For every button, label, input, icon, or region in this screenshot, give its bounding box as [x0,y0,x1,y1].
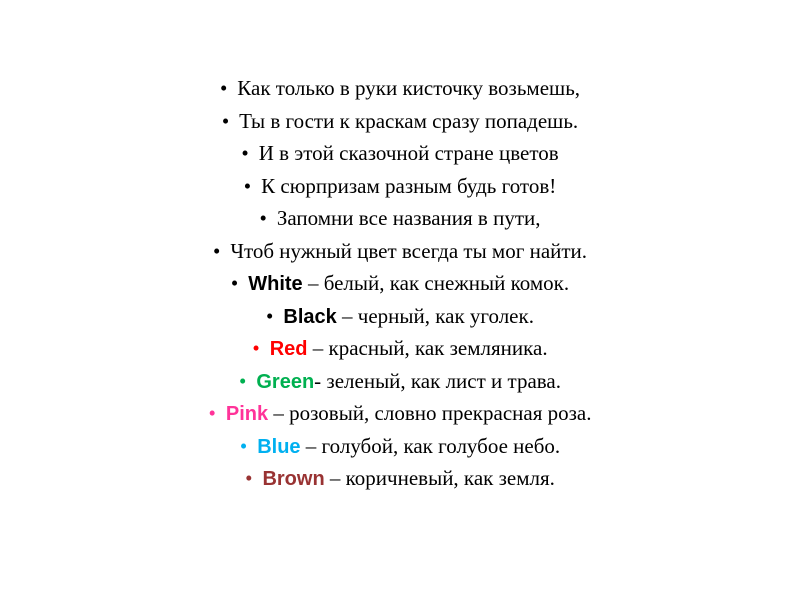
bullet: • [266,303,274,328]
color-word-blue: Blue [257,435,301,458]
color-description: – коричневый, как земля. [324,466,555,490]
color-line-black [0,300,800,333]
color-line-red [0,332,800,365]
color-word-brown: Brown [262,468,325,490]
color-description: – голубой, как голубое небо. [300,433,561,458]
bullet: • [239,368,247,393]
color-line-blue [0,430,800,463]
bullet: • [239,433,248,458]
poem-line [0,72,800,105]
bullet: • [243,173,252,198]
bullet: • [252,336,260,360]
poem-list [0,72,800,495]
line-text: И в этой сказочной стране цветов [258,141,559,165]
bullet: • [221,108,230,133]
line-text: К сюрпризам разным будь готов! [261,173,557,198]
bullet: • [212,238,221,263]
color-description: – красный, как земляника. [307,336,548,360]
line-text: Чтоб нужный цвет всегда ты мог найти. [230,238,588,263]
color-line-brown [0,462,800,495]
bullet: • [208,401,216,425]
bullet: • [241,141,249,165]
poem-line [0,235,800,268]
color-word-black: Black [283,305,337,328]
color-word-pink: Pink [225,403,269,425]
poem-line [0,137,800,170]
poem-line [0,202,800,235]
color-word-red: Red [269,338,308,360]
bullet: • [230,271,239,295]
color-line-white [0,267,800,300]
line-text: Запомни все названия в пути, [276,206,541,230]
color-description: - зеленый, как лист и трава. [314,368,561,393]
color-line-pink [0,397,800,430]
color-word-green: Green [256,370,315,393]
poem-line [0,170,800,203]
bullet: • [245,466,253,490]
bullet: • [259,206,267,230]
color-word-white: White [248,273,303,295]
poem-line [0,105,800,138]
color-line-green [0,365,800,398]
color-description: – черный, как уголек. [336,303,534,328]
line-text: Как только в руки кисточку возьмешь, [237,76,581,100]
color-description: – розовый, словно прекрасная роза. [268,401,592,425]
bullet: • [219,76,228,100]
line-text: Ты в гости к краскам сразу попадешь. [239,108,579,133]
color-description: – белый, как снежный комок. [302,271,570,295]
